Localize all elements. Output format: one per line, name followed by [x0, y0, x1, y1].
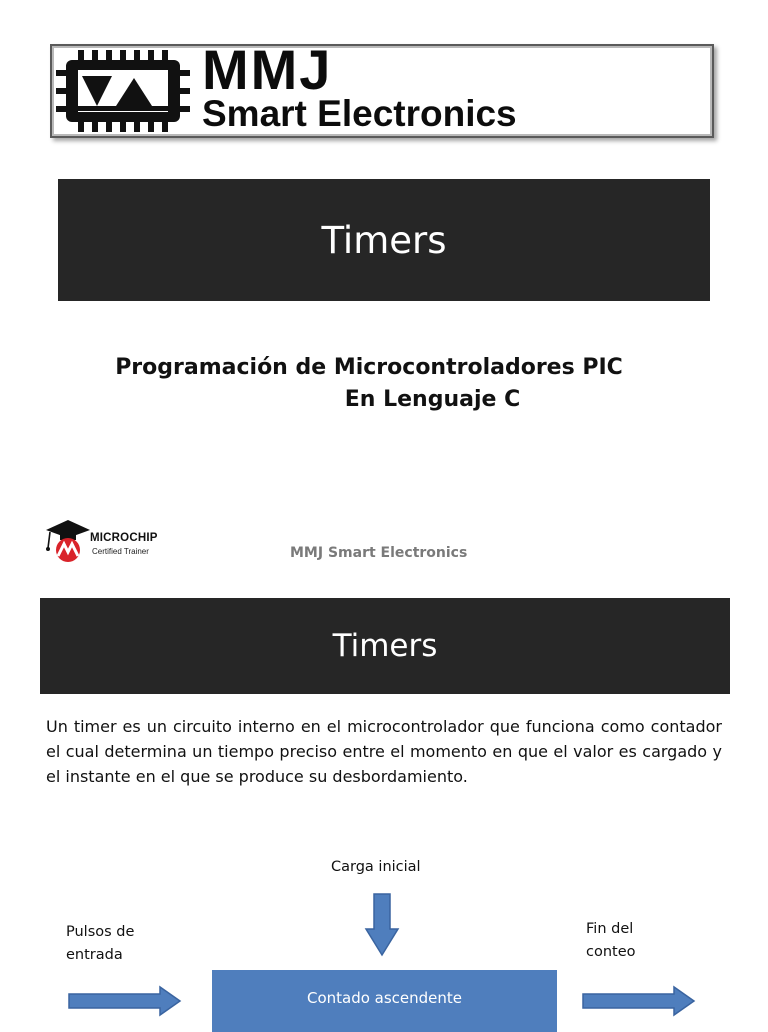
chip-logo-icon [56, 50, 196, 132]
counter-box [212, 970, 557, 1032]
label-input-pulses [66, 921, 176, 967]
label-input-pulses-line-2: entrada [66, 947, 123, 963]
down-arrow-icon [364, 893, 400, 957]
slide2-title: Timers [332, 628, 438, 664]
timer-description: Un timer es un circuito interno en el microcontrolador que funciona como contador el cual determina un tiempo preciso entre el momento en que el valor es cargado y el instante en el que se produce su desbordamiento. [46, 717, 722, 786]
slide1-title-bar [58, 179, 710, 301]
microchip-wordmark: MICROCHIP [90, 532, 158, 544]
footer-org-name: MMJ Smart Electronics [290, 545, 468, 561]
graduation-cap-icon [42, 518, 94, 564]
slide1-subtitle [60, 352, 690, 416]
right-arrow-output-icon [582, 986, 696, 1016]
subtitle-line-1: Programación de Microcontroladores PIC [115, 355, 623, 380]
brand-name: MMJ [202, 38, 333, 101]
label-count-end-line-1: Fin del [586, 921, 634, 937]
label-count-end [586, 918, 666, 964]
label-input-pulses-line-1: Pulsos de [66, 924, 135, 940]
label-initial-load: Carga inicial [331, 859, 421, 875]
slide1-title: Timers [321, 218, 447, 262]
slide2-title-bar [40, 598, 730, 694]
counter-box-label: Contado ascendente [306, 989, 463, 1007]
brand-tagline: Smart Electronics [202, 93, 517, 134]
microchip-badge [42, 518, 202, 564]
right-arrow-input-icon [68, 986, 182, 1016]
brand-logo [50, 38, 714, 138]
subtitle-line-2: En Lenguaje C [344, 387, 521, 412]
microchip-tagline: Certified Trainer [92, 547, 149, 556]
label-count-end-line-2: conteo [586, 944, 636, 960]
